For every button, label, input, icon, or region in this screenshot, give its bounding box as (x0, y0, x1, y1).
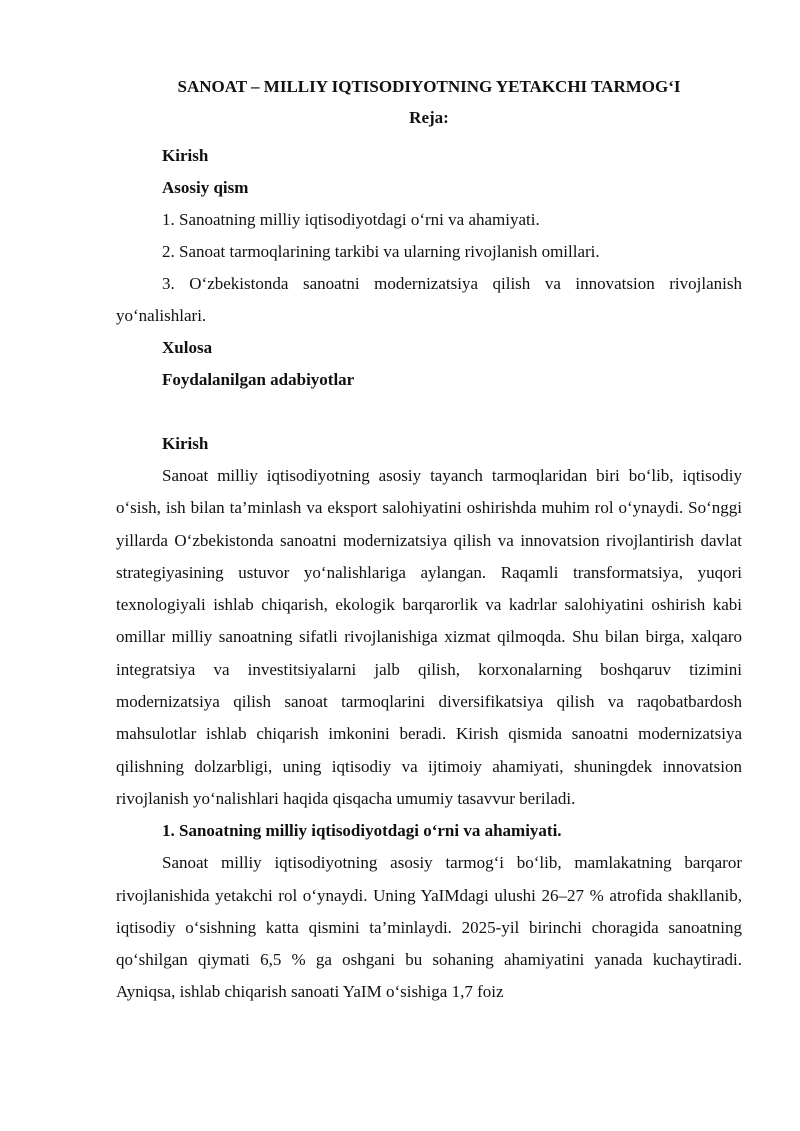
outline-item-main-part: Asosiy qism (162, 178, 249, 197)
plan-heading: Reja: (409, 108, 449, 127)
document-body (116, 428, 742, 1009)
outline-item-3: 3. O‘zbekistonda sanoatni modernizatsiya qilish va innovatsion rivojlanish yo‘nalishlari. (116, 274, 742, 325)
plan-outline (116, 140, 742, 396)
intro-paragraph: Sanoat milliy iqtisodiyotning asosiy tayanch tarmoqlaridan biri bo‘lib, iqtisodiy o‘sish, ish bilan ta’minlash va eksport salohiyatini oshirishda muhim rol o‘ynaydi. So‘nggi yillarda O‘zbekistonda sanoatni modernizatsiya qilish va innovatsion rivojlantirish davlat strategiyasining ustuvor yo‘nalishlariga aylangan. Raqamli transformatsiya, yuqori texnologiyali ishlab chiqarish, ekologik barqarorlik va kadrlar salohiyatini oshirish kabi omillar milliy sanoatning sifatli rivojlanishiga xizmat qilmoqda. Shu bilan birga, xalqaro integratsiya va investitsiyalarni jalb qilish, korxonalarning boshqaruv tizimini modernizatsiya qilish sanoat tarmoqlarini diversifikatsiya qilish va raqobatbardosh mahsulotlar ishlab chiqarish imkonini beradi. Kirish qismida sanoatni modernizatsiya qilishning dolzarbligi, uning iqtisodiy va ijtimoiy ahamiyati, shuningdek innovatsion rivojlanish yo‘nalishlari haqida qisqacha umumiy tasavvur beriladi. (116, 466, 742, 808)
document-title: SANOAT – MILLIY IQTISODIYOTNING YETAKCHI TARMOG‘I (177, 77, 681, 96)
outline-item-conclusion: Xulosa (162, 338, 213, 357)
outline-item-references: Foydalanilgan adabiyotlar (162, 370, 355, 389)
outline-item-intro: Kirish (162, 146, 209, 165)
outline-item-1: 1. Sanoatning milliy iqtisodiyotdagi o‘rni va ahamiyati. (162, 210, 540, 229)
section-1-paragraph: Sanoat milliy iqtisodiyotning asosiy tarmog‘i bo‘lib, mamlakatning barqaror rivojlanishida yetakchi rol o‘ynaydi. Uning YaIMdagi ulushi 26–27 % atrofida shakllanib, iqtisodiy o‘sishning katta qismini ta’minlaydi. 2025-yil birinchi choragida sanoatning qo‘shilgan qiymati 6,5 % ga oshgani bu sohaning ahamiyatini yanada kuchaytiradi. Ayniqsa, ishlab chiqarish sanoati YaIM o‘sishiga 1,7 foiz (116, 853, 742, 1002)
outline-item-2: 2. Sanoat tarmoqlarining tarkibi va ularning rivojlanish omillari. (162, 242, 600, 261)
section-1-heading: 1. Sanoatning milliy iqtisodiyotdagi o‘rni va ahamiyati. (162, 821, 562, 841)
intro-heading: Kirish (162, 434, 209, 453)
